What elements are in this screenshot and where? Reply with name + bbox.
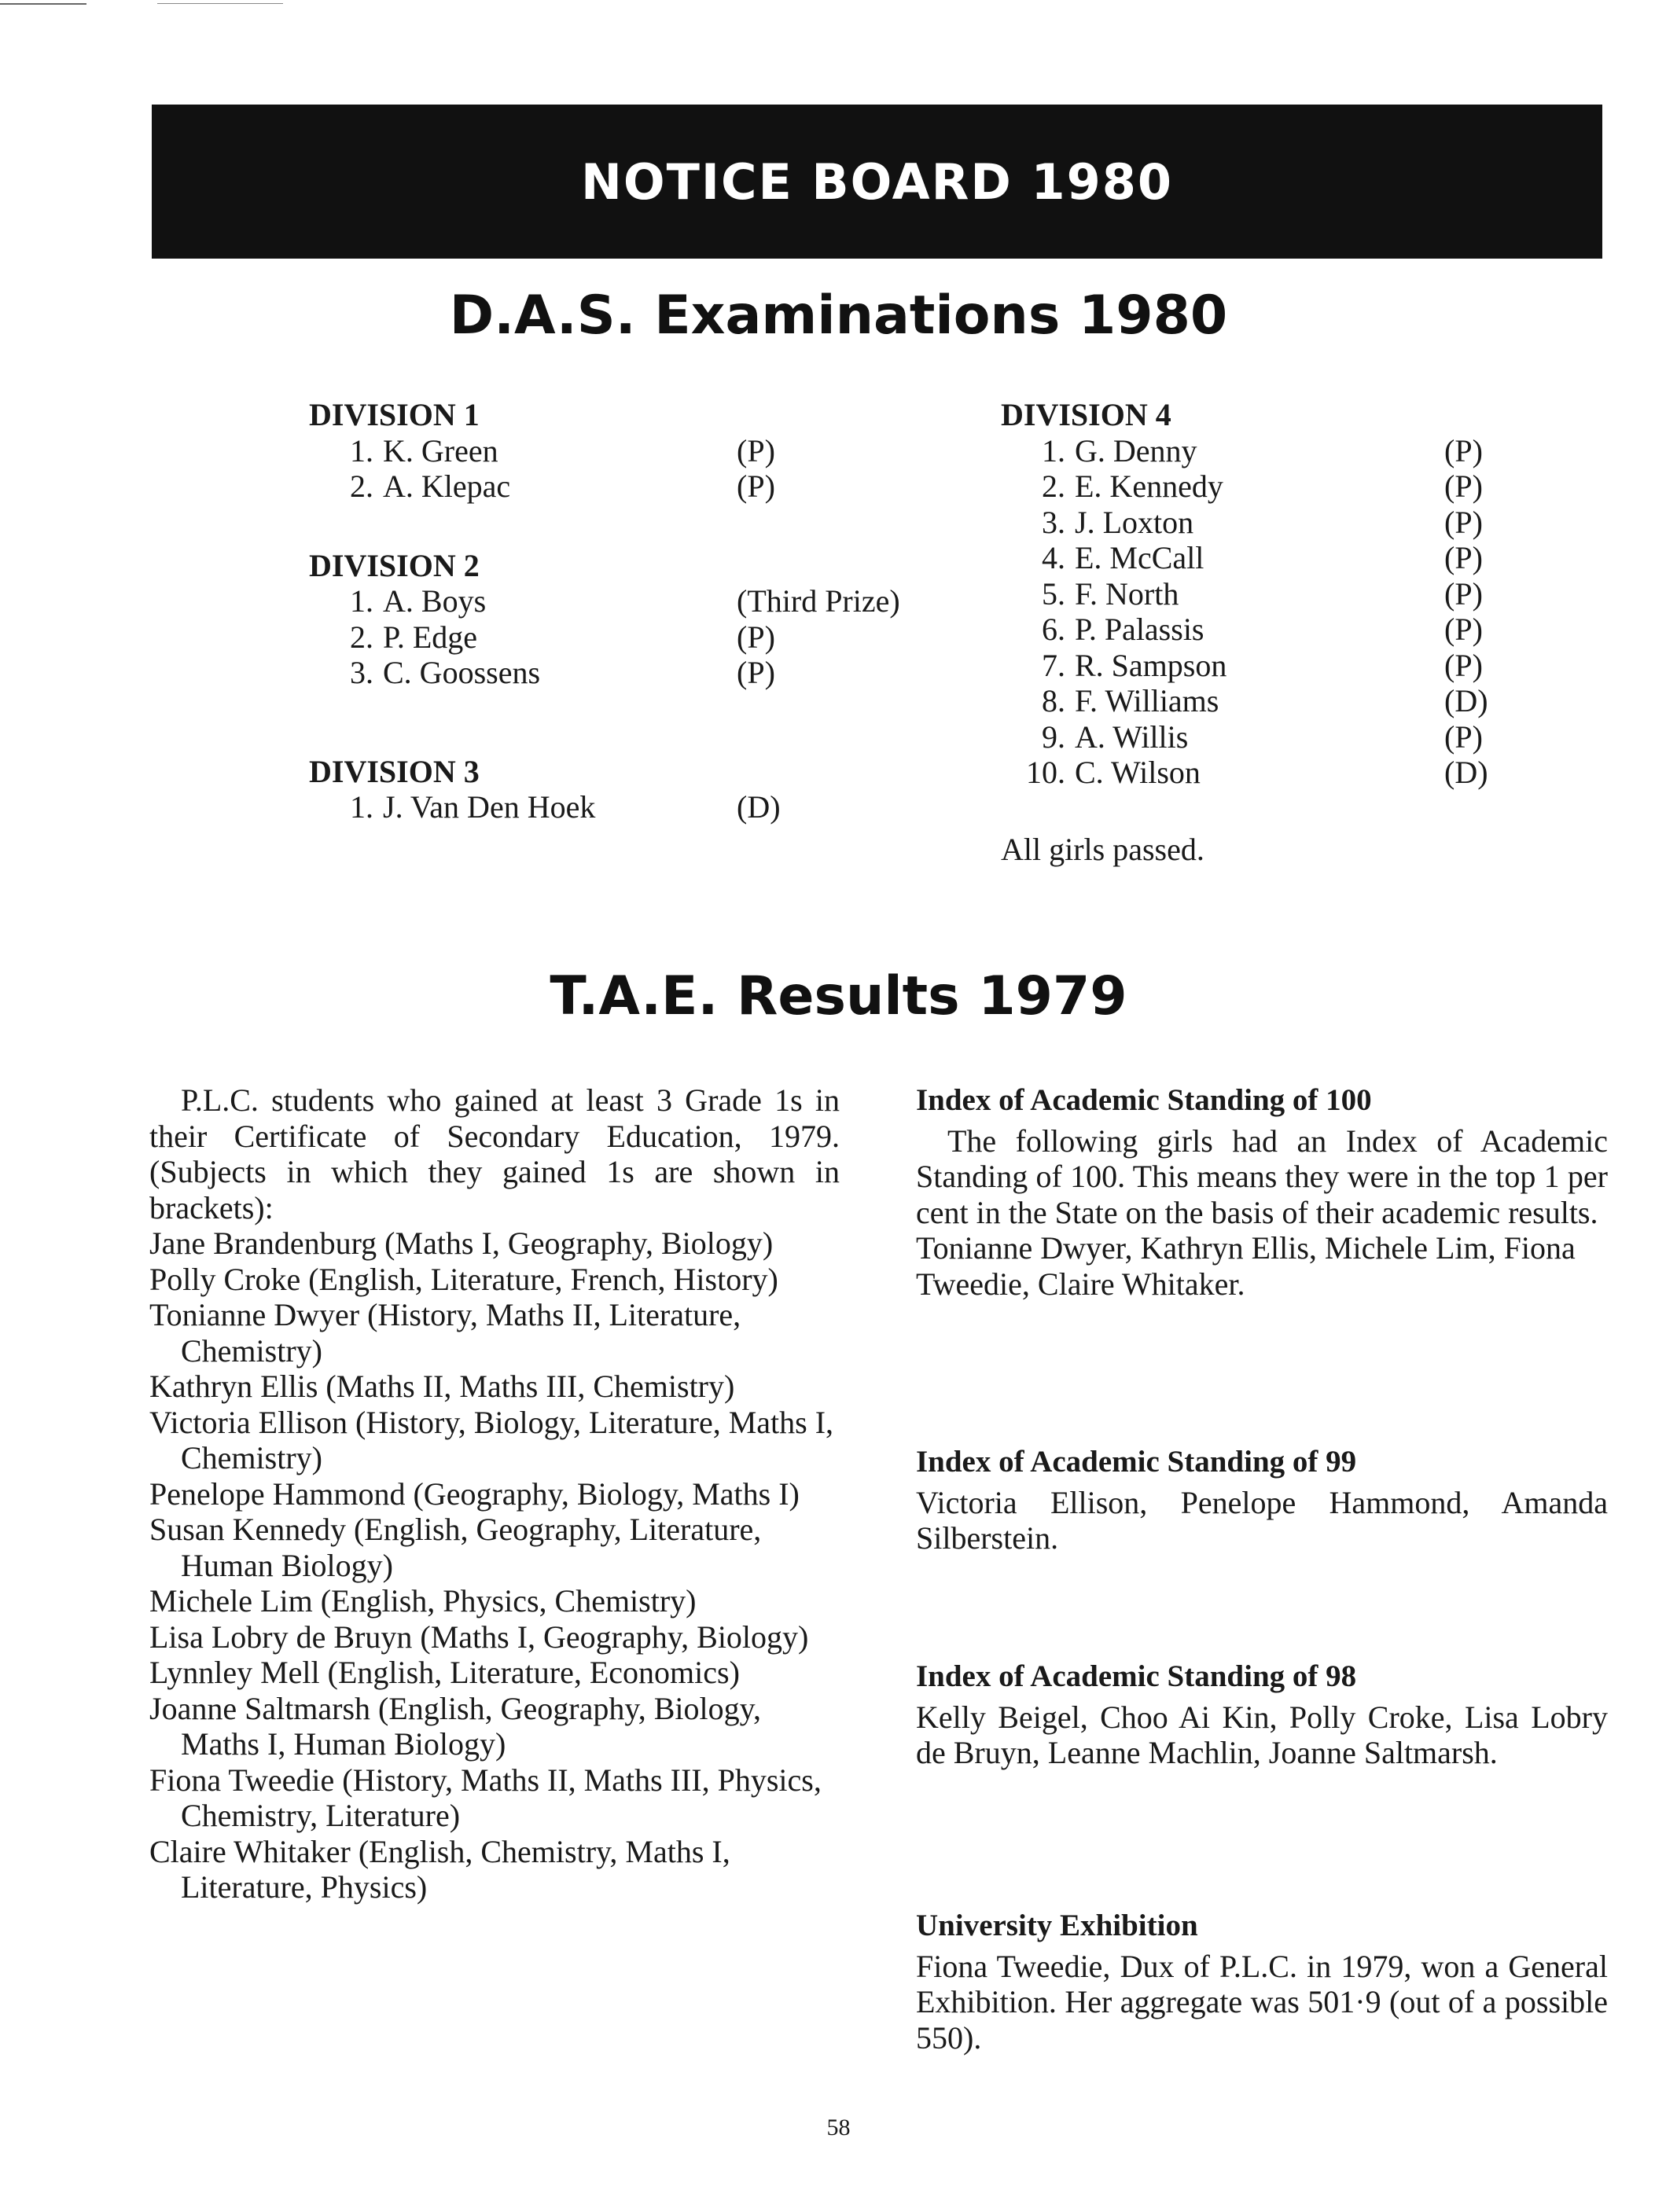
list-item xyxy=(309,655,900,691)
das-title: D.A.S. Examinations 1980 xyxy=(449,285,1228,347)
entry-number: 1. xyxy=(350,432,373,468)
list-item: Lynnley Mell (English, Literature, Economics) xyxy=(149,1655,740,1690)
notice-board-banner xyxy=(152,105,1602,259)
list-item: Susan Kennedy (English, Geography, Literature, Human Biology) xyxy=(149,1512,762,1583)
list-item: Joanne Saltmarsh (English, Geography, Biology, Maths I, Human Biology) xyxy=(149,1690,762,1762)
list-item xyxy=(309,468,900,505)
list-item: Fiona Tweedie (History, Maths II, Maths III, Physics, Chemistry, Literature) xyxy=(149,1762,822,1833)
entry-name: F. Williams xyxy=(1075,683,1219,718)
entry-number: 9. xyxy=(1042,718,1065,755)
entry-name: P. Palassis xyxy=(1075,612,1204,647)
scan-artifact xyxy=(0,3,86,5)
list-item xyxy=(1001,612,1488,648)
division-heading: DIVISION 1 xyxy=(309,397,480,432)
section-heading: University Exhibition xyxy=(916,1909,1198,1942)
banner-title: NOTICE BOARD 1980 xyxy=(580,152,1174,211)
section-heading: Index of Academic Standing of 99 xyxy=(916,1445,1357,1479)
entry-name: G. Denny xyxy=(1075,432,1197,468)
list-item xyxy=(1001,683,1488,719)
entry-name: C. Goossens xyxy=(383,655,541,690)
division-heading: DIVISION 4 xyxy=(1001,397,1171,432)
das-division-4 xyxy=(1001,397,1488,791)
entry-grade: (D) xyxy=(737,789,781,825)
entry-number: 7. xyxy=(1042,647,1065,683)
entry-number: 2. xyxy=(1042,468,1065,504)
list-item: Tonianne Dwyer (History, Maths II, Literature, Chemistry) xyxy=(149,1297,741,1369)
entry-name: A. Boys xyxy=(383,583,487,619)
das-left-column xyxy=(309,397,900,825)
list-item xyxy=(1001,755,1488,791)
entry-number: 1. xyxy=(1042,432,1065,468)
entry-grade: (P) xyxy=(1444,540,1483,575)
section-heading: Index of Academic Standing of 100 xyxy=(916,1083,1372,1117)
entry-grade: (Third Prize) xyxy=(737,583,900,619)
entry-grade: (P) xyxy=(1444,432,1483,468)
entry-number: 4. xyxy=(1042,540,1065,575)
section-heading: Index of Academic Standing of 98 xyxy=(916,1659,1357,1693)
index-100-text: The following girls had an Index of Academic Standing of 100. This means they were in the top 1 per cent in the State on the basis of their academic results. xyxy=(916,1123,1608,1230)
university-exhibition-section xyxy=(916,1908,1608,2056)
list-item: Michele Lim (English, Physics, Chemistry) xyxy=(149,1583,697,1619)
entry-name: E. Kennedy xyxy=(1075,468,1223,504)
list-item xyxy=(1001,540,1488,576)
list-item xyxy=(309,583,900,619)
entry-name: J. Loxton xyxy=(1075,504,1194,540)
entry-number: 3. xyxy=(350,655,373,690)
entry-grade: (P) xyxy=(1444,612,1483,647)
list-item xyxy=(1001,433,1488,469)
entry-number: 2. xyxy=(350,468,373,504)
list-item xyxy=(1001,719,1488,755)
list-item xyxy=(1001,576,1488,612)
entry-name: A. Klepac xyxy=(383,468,511,504)
tae-intro: P.L.C. students who gained at least 3 Grade 1s in their Certificate of Secondary Education, 1979. (Subjects in which they gained 1s are shown in brackets): xyxy=(149,1082,840,1225)
entry-grade: (P) xyxy=(1444,718,1483,755)
entry-grade: (P) xyxy=(1444,575,1483,612)
index-98-names: Kelly Beigel, Choo Ai Kin, Polly Croke, Lisa Lobry de Bruyn, Leanne Machlin, Joanne Saltmarsh. xyxy=(916,1699,1608,1770)
index-100-names: Tonianne Dwyer, Kathryn Ellis, Michele Lim, Fiona Tweedie, Claire Whitaker. xyxy=(916,1230,1576,1302)
entry-number: 1. xyxy=(350,789,373,825)
list-item xyxy=(309,433,900,469)
entry-name: E. McCall xyxy=(1075,540,1204,575)
scan-artifact xyxy=(157,3,283,4)
exhibition-text: Fiona Tweedie, Dux of P.L.C. in 1979, won a General Exhibition. Her aggregate was 501·9 (out of a possible 550). xyxy=(916,1948,1608,2056)
entry-grade: (P) xyxy=(737,619,775,655)
entry-number: 2. xyxy=(350,619,373,655)
list-item xyxy=(1001,648,1488,684)
index-99-names: Victoria Ellison, Penelope Hammond, Amanda Silberstein. xyxy=(916,1484,1608,1556)
entry-grade: (P) xyxy=(1444,647,1483,683)
division-2 xyxy=(309,548,900,691)
tae-right-column xyxy=(916,1082,1608,2056)
entry-number: 5. xyxy=(1042,575,1065,612)
entry-grade: (P) xyxy=(737,432,775,468)
entry-grade: (P) xyxy=(737,655,775,690)
list-item: Lisa Lobry de Bruyn (Maths I, Geography, Biology) xyxy=(149,1619,809,1655)
entry-name: J. Van Den Hoek xyxy=(383,789,596,825)
entry-grade: (P) xyxy=(1444,468,1483,504)
entry-number: 10. xyxy=(1026,755,1065,790)
list-item xyxy=(309,789,900,825)
entry-grade: (D) xyxy=(1444,683,1488,718)
list-item: Penelope Hammond (Geography, Biology, Maths I) xyxy=(149,1475,800,1512)
entry-name: P. Edge xyxy=(383,619,477,655)
entry-name: F. North xyxy=(1075,575,1179,612)
list-item: Kathryn Ellis (Maths II, Maths III, Chemistry) xyxy=(149,1369,735,1404)
tae-left-column xyxy=(149,1082,840,1905)
division-3 xyxy=(309,754,900,825)
index-100-section xyxy=(916,1082,1608,1302)
list-item: Victoria Ellison (History, Biology, Literature, Maths I, Chemistry) xyxy=(149,1404,834,1475)
entry-number: 8. xyxy=(1042,683,1065,718)
entry-number: 6. xyxy=(1042,612,1065,647)
entry-grade: (D) xyxy=(1444,755,1488,790)
list-item xyxy=(1001,468,1488,505)
index-99-section xyxy=(916,1444,1608,1556)
entry-name: K. Green xyxy=(383,432,498,468)
tae-title: T.A.E. Results 1979 xyxy=(550,965,1127,1027)
list-item: Jane Brandenburg (Maths I, Geography, Biology) xyxy=(149,1225,774,1261)
entry-name: A. Willis xyxy=(1075,718,1189,755)
division-4-note: All girls passed. xyxy=(1001,832,1204,867)
entry-number: 1. xyxy=(350,583,373,619)
entry-number: 3. xyxy=(1042,504,1065,540)
entry-name: R. Sampson xyxy=(1075,647,1227,683)
division-heading: DIVISION 3 xyxy=(309,753,480,789)
list-item xyxy=(309,619,900,656)
entry-name: C. Wilson xyxy=(1075,755,1201,790)
list-item xyxy=(1001,505,1488,541)
page-number: 58 xyxy=(826,2115,851,2140)
list-item: Claire Whitaker (English, Chemistry, Maths I, Literature, Physics) xyxy=(149,1833,730,1905)
division-1 xyxy=(309,397,900,505)
division-heading: DIVISION 2 xyxy=(309,547,480,583)
entry-grade: (P) xyxy=(737,468,775,504)
entry-grade: (P) xyxy=(1444,504,1483,540)
list-item: Polly Croke (English, Literature, French, History) xyxy=(149,1261,778,1297)
index-98-section xyxy=(916,1659,1608,1771)
